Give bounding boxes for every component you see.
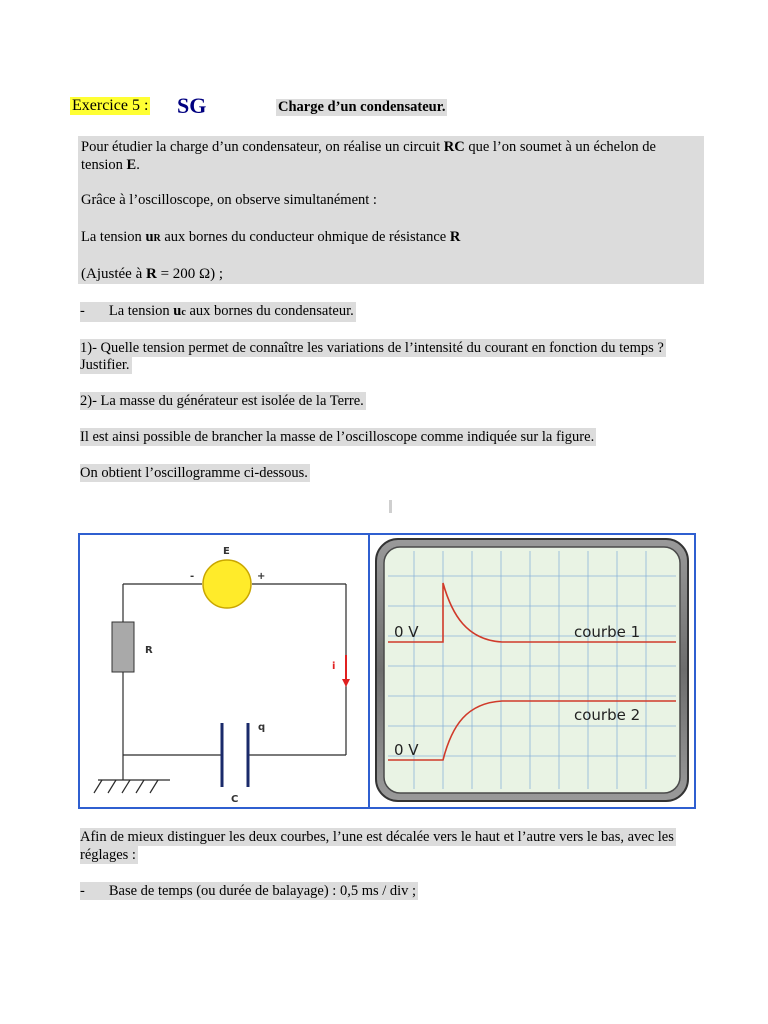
- adjust-sentence: [81, 265, 223, 283]
- question-1-justify: Justifier.: [80, 357, 130, 373]
- r-symbol: R: [449, 229, 461, 245]
- label-minus: -: [190, 571, 195, 582]
- intro-text: que l’on soumet à un échelon de: [464, 139, 656, 155]
- curve-1-label: courbe 1: [574, 623, 641, 641]
- exercise-label: Exercice 5 :: [72, 97, 149, 114]
- page-title: Charge d’un condensateur.: [278, 99, 446, 115]
- ur-sentence: [81, 228, 460, 248]
- timebase-line: [80, 882, 418, 900]
- label-e: E: [223, 546, 230, 557]
- circuit-diagram: [80, 535, 366, 807]
- label-i: i: [332, 661, 336, 672]
- figure: [78, 533, 696, 809]
- cursor-mark: [389, 500, 392, 513]
- e-label: E: [126, 157, 137, 173]
- resistor: [112, 622, 134, 672]
- zero-label-1: 0 V: [394, 623, 419, 641]
- adjust-text: = 200 Ω) ;: [156, 266, 224, 282]
- section-label: SG: [177, 93, 207, 118]
- uc-line: [80, 302, 356, 322]
- r-symbol: R: [145, 266, 157, 282]
- question-2: 2)- La masse du générateur est isolée de la Terre.: [80, 393, 364, 409]
- intro-text: .: [136, 157, 140, 173]
- u-symbol: u: [145, 229, 154, 245]
- footer-line2: réglages :: [80, 847, 136, 863]
- ur-text: La tension: [81, 229, 146, 245]
- label-plus: +: [257, 571, 266, 582]
- question-1: 1)- Quelle tension permet de connaître les variations de l’intensité du courant en fonction du temps ?: [80, 340, 664, 356]
- dash: -: [80, 883, 85, 899]
- intro-text: tension: [81, 157, 127, 173]
- zero-label-2: 0 V: [394, 741, 419, 759]
- current-arrowhead: [342, 679, 350, 687]
- label-r: R: [145, 645, 153, 656]
- uc-text: aux bornes du condensateur.: [185, 303, 354, 319]
- r-subscript: R: [153, 233, 161, 244]
- intro-line2: [81, 156, 140, 174]
- u-symbol: u: [173, 303, 182, 319]
- timebase-text: Base de temps (ou durée de balayage) : 0,5 ms / div ;: [108, 883, 417, 899]
- c-subscript: c: [181, 307, 186, 318]
- intro-line1: [81, 138, 701, 156]
- footer-line1: Afin de mieux distinguer les deux courbes, l’une est décalée vers le haut et l’autre vers le bas, avec les: [80, 829, 674, 845]
- paragraph-ground: Il est ainsi possible de brancher la masse de l’oscilloscope comme indiquée sur la figure.: [80, 429, 595, 445]
- label-q: q: [258, 722, 266, 733]
- osc-sentence: Grâce à l’oscilloscope, on observe simultanément :: [81, 192, 377, 208]
- rc-label: RC: [443, 139, 465, 155]
- generator: [203, 560, 251, 608]
- paragraph-oscillogram: On obtient l’oscillogramme ci-dessous.: [80, 465, 308, 481]
- figure-divider: [368, 535, 370, 807]
- adjust-text: (Ajustée à: [81, 266, 146, 282]
- intro-block: [78, 136, 704, 284]
- oscilloscope: [372, 535, 694, 807]
- ur-text: aux bornes du conducteur ohmique de résistance: [160, 229, 450, 245]
- dash: -: [80, 303, 85, 319]
- intro-text: Pour étudier la charge d’un condensateur, on réalise un circuit: [81, 139, 444, 155]
- curve-2-label: courbe 2: [574, 706, 641, 724]
- label-c: C: [231, 794, 239, 805]
- uc-text: La tension: [108, 303, 174, 319]
